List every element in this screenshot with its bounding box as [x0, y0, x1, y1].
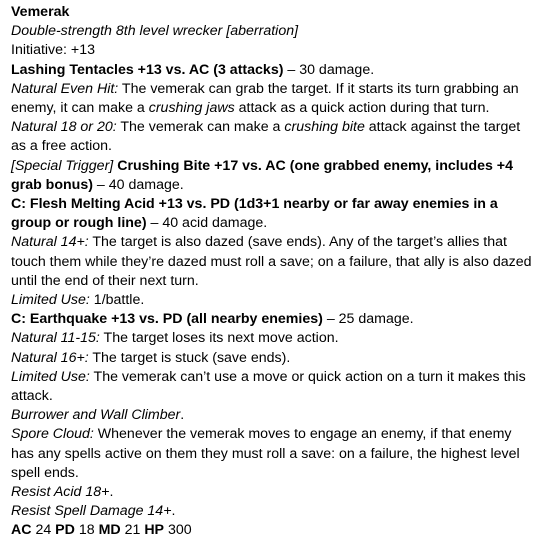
earthquake-natural-16: Natural 16+: The target is stuck (save ends).: [11, 349, 291, 366]
defenses-line: AC 24 PD 18 MD 21 HP 300: [11, 522, 192, 539]
trait-resist-acid: Resist Acid 18+.: [11, 484, 114, 501]
trait-burrower: Burrower and Wall Climber.: [11, 407, 185, 424]
earthquake-natural-11: Natural 11-15: The target loses its next move action.: [11, 330, 339, 347]
earthquake-limited-use: Limited Use: The vemerak can’t use a move or quick action on a turn it makes this attack.: [11, 368, 526, 405]
trait-spore-cloud: Spore Cloud: Whenever the vemerak moves to engage an enemy, if that enemy has any spells active on them they must roll a save: on a failure, the highest level spell ends.: [11, 426, 520, 481]
monster-type: Double-strength 8th level wrecker [aberration]: [11, 23, 299, 40]
acid-limited-use: Limited Use: 1/battle.: [11, 292, 145, 309]
tentacles-attack: Lashing Tentacles +13 vs. AC (3 attacks) – 30 damage.: [11, 61, 375, 78]
initiative: Initiative: +13: [11, 42, 95, 59]
tentacles-natural-18: Natural 18 or 20: The vemerak can make a crushing bite attack against the target as a free action.: [11, 119, 521, 155]
acid-natural-14: Natural 14+: The target is also dazed (save ends). Any of the target’s allies that touch them while they’re dazed must roll a save; on a failure, that ally is also dazed until the end of their next turn.: [11, 234, 532, 289]
acid-attack: C: Flesh Melting Acid +13 vs. PD (1d3+1 nearby or far away enemies in a group or rough line) – 40 acid damage.: [11, 196, 498, 232]
monster-name: Vemerak: [11, 4, 70, 20]
trait-resist-spell: Resist Spell Damage 14+.: [11, 503, 176, 520]
tentacles-natural-even-hit: Natural Even Hit: The vemerak can grab the target. If it starts its turn grabbing an enemy, it can make a crushing jaws attack as a quick action during that turn.: [11, 80, 519, 117]
crushing-bite-attack: [Special Trigger] Crushing Bite +17 vs. AC (one grabbed enemy, includes +4 grab bonus) – 40 damage.: [11, 157, 513, 193]
earthquake-attack: C: Earthquake +13 vs. PD (all nearby enemies) – 25 damage.: [11, 311, 414, 328]
